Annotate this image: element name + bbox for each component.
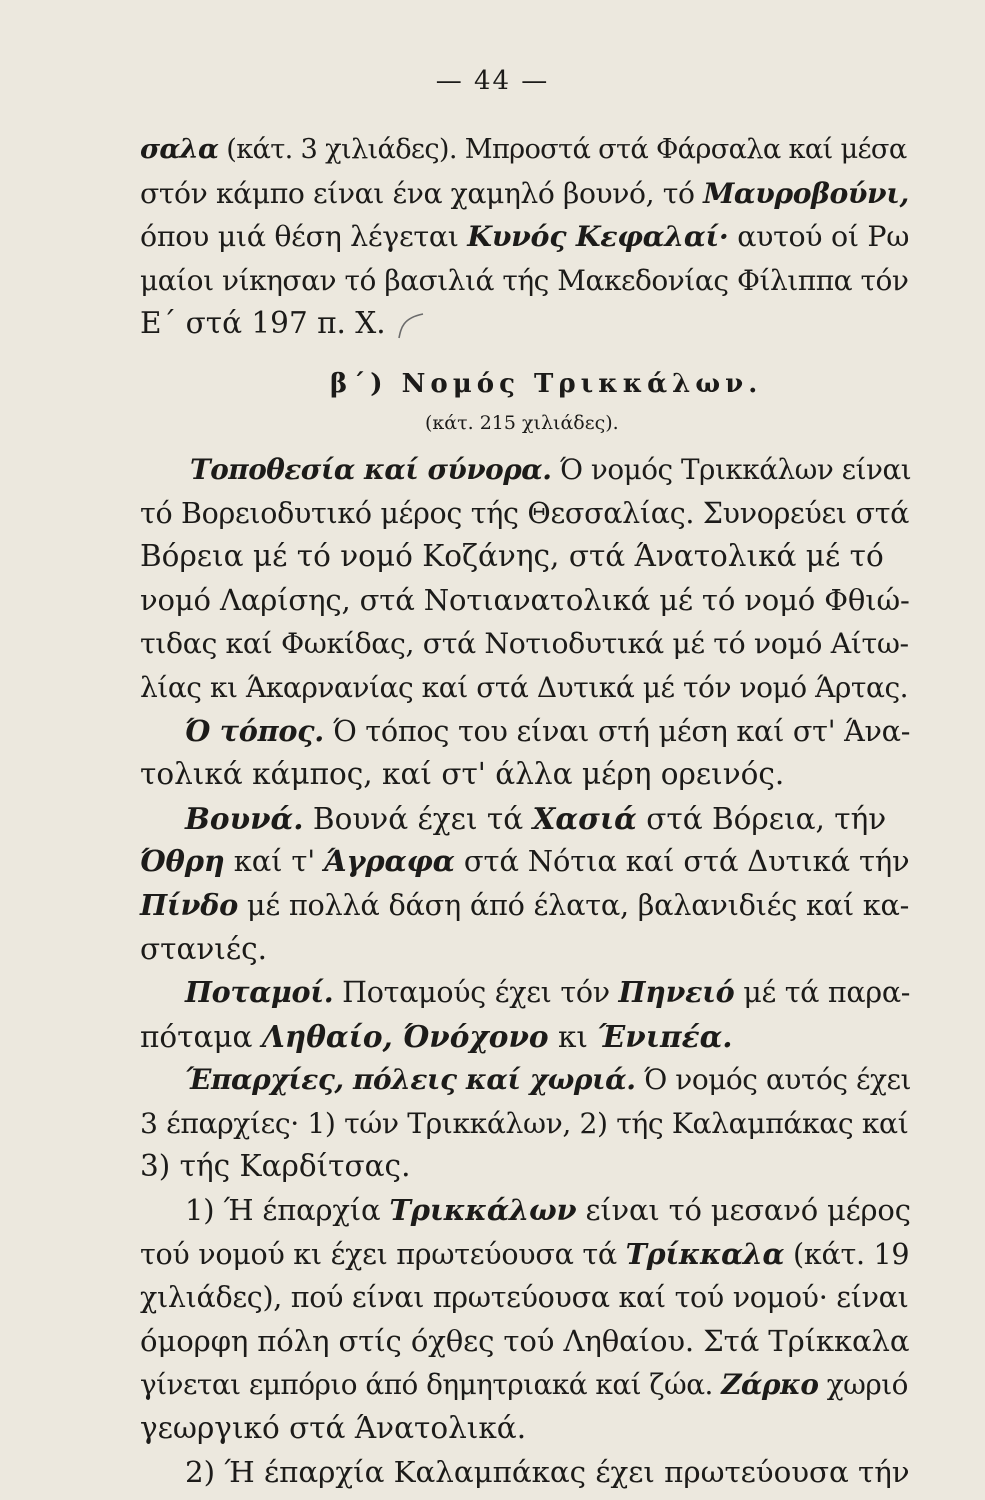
text-line: όπου μιά θέση λέγεται Κυνός Κεφαλαί· αυτού οί Ρω [140,219,910,254]
paragraph-heading: Ποταμοί. [185,975,334,1010]
pencil-mark-icon [395,310,427,340]
text-line: Έπαρχίες, πόλεις καί χωριά. Ό νομός αυτός έχει [185,1063,912,1097]
place-name: Κυνός Κεφαλαί· [467,219,729,254]
text-line: στόν κάμπο είναι ένα χαμηλό βουνό, τό Μαυροβούνι, [140,176,909,210]
text-line: πόταμα Ληθαίο, Όνόχονο κι Ένιπέα. [140,1018,733,1054]
text-line: τό Βορειοδυτικό μέρος τής Θεσσαλίας. Συνορεύει στά [140,496,910,530]
text-line: Ό τόπος. Ό τόπος του είναι στή μέση καί στ' Άνα- [185,713,911,748]
text-line: Τοποθεσία καί σύνορα. Ό νομός Τρικκάλων είναι [190,452,912,486]
text-line: Πίνδο μέ πολλά δάση άπό έλατα, βαλανιδιές καί κα- [140,887,910,922]
text-line: νομό Λαρίσης, στά Νοτιανατολικά μέ τό νομό Φθιώ- [140,582,910,617]
text-line: Βουνά. Βουνά έχει τά Χασιά στά Βόρεια, τήν [185,800,887,836]
text-line: 2) Ή έπαρχία Καλαμπάκας έχει πρωτεύουσα τήν [185,1454,910,1489]
text-line: 3 έπαρχίες· 1) τών Τρικκάλων, 2) τής Καλαμπάκας καί [140,1106,909,1140]
text-line: γεωργικό στά Άνατολικά. [140,1411,527,1446]
page-body-text [140,128,910,1494]
text-line: Ποταμοί. Ποταμούς έχει τόν Πηνειό μέ τά παρα- [185,975,911,1010]
page-number: — 44 — [435,66,550,96]
text-line: τού νομού κι έχει πρωτεύουσα τά Τρίκκαλα (κάτ. 19 [140,1236,910,1271]
text-line: Βόρεια μέ τό νομό Κοζάνης, στά Άνατολικά μέ τό [140,539,884,574]
place-name: Τρίκκαλα [625,1236,785,1271]
text-line: 1) Ή έπαρχία Τρικκάλων είναι τό μεσανό μέρος [185,1193,911,1228]
section-subtitle: (κάτ. 215 χιλιάδες). [425,411,619,434]
place-name: Πηνειό [618,975,735,1010]
text-line: Ε΄ στά 197 π. Χ. [140,302,910,346]
paragraph-heading: Ό τόπος. [185,713,324,748]
text-line: στανιές. [140,931,268,966]
place-name: Χασιά [532,800,637,836]
text-line: γίνεται εμπόριο άπό δημητριακά καί ζώα. Ζάρκο χωριό [140,1368,908,1402]
place-name: Πίνδο [140,887,239,922]
place-name: Τρικκάλων [389,1193,577,1228]
place-name: Ληθαίο, Όνόχονο [261,1018,549,1054]
text-line: όμορφη πόλη στίς όχθες τού Ληθαίου. Στά Τρίκκαλα [140,1323,910,1358]
place-name: Ζάρκο [721,1368,819,1402]
paragraph-heading: Βουνά. [185,800,304,836]
section-title: β΄) Νομός Τρικκάλων. [330,368,763,399]
text-line: 3) τής Καρδίτσας. [140,1149,411,1184]
text-line: μαίοι νίκησαν τό βασιλιά τής Μακεδονίας Φίλιππα τόν [140,263,909,297]
text-line: σαλα (κάτ. 3 χιλιάδες). Μπροστά στά Φάρσαλα καί μέσα [140,133,907,165]
place-name: Ένιπέα. [597,1018,733,1054]
place-name: Όθρη [140,844,225,879]
place-name: Μαυροβούνι, [703,176,909,210]
text-line: τολικά κάμπος, καί στ' άλλα μέρη ορεινός. [140,757,785,792]
place-name: σαλα [140,133,219,165]
text-line: χιλιάδες), πού είναι πρωτεύουσα καί τού νομού· είναι [140,1281,909,1315]
text-line: Όθρη καί τ' Άγραφα στά Νότια καί στά Δυτικά τήν [140,844,910,879]
text-line: λίας κι Άκαρνανίας καί στά Δυτικά μέ τόν νομό Άρτας. [140,670,909,704]
place-name: Άγραφα [324,844,455,879]
paragraph-heading: Έπαρχίες, πόλεις καί χωριά. [185,1063,636,1097]
paragraph-heading: Τοποθεσία καί σύνορα. [190,452,552,486]
text-line: τιδας καί Φωκίδας, στά Νοτιοδυτικά μέ τό νομό Αίτω- [140,627,909,661]
